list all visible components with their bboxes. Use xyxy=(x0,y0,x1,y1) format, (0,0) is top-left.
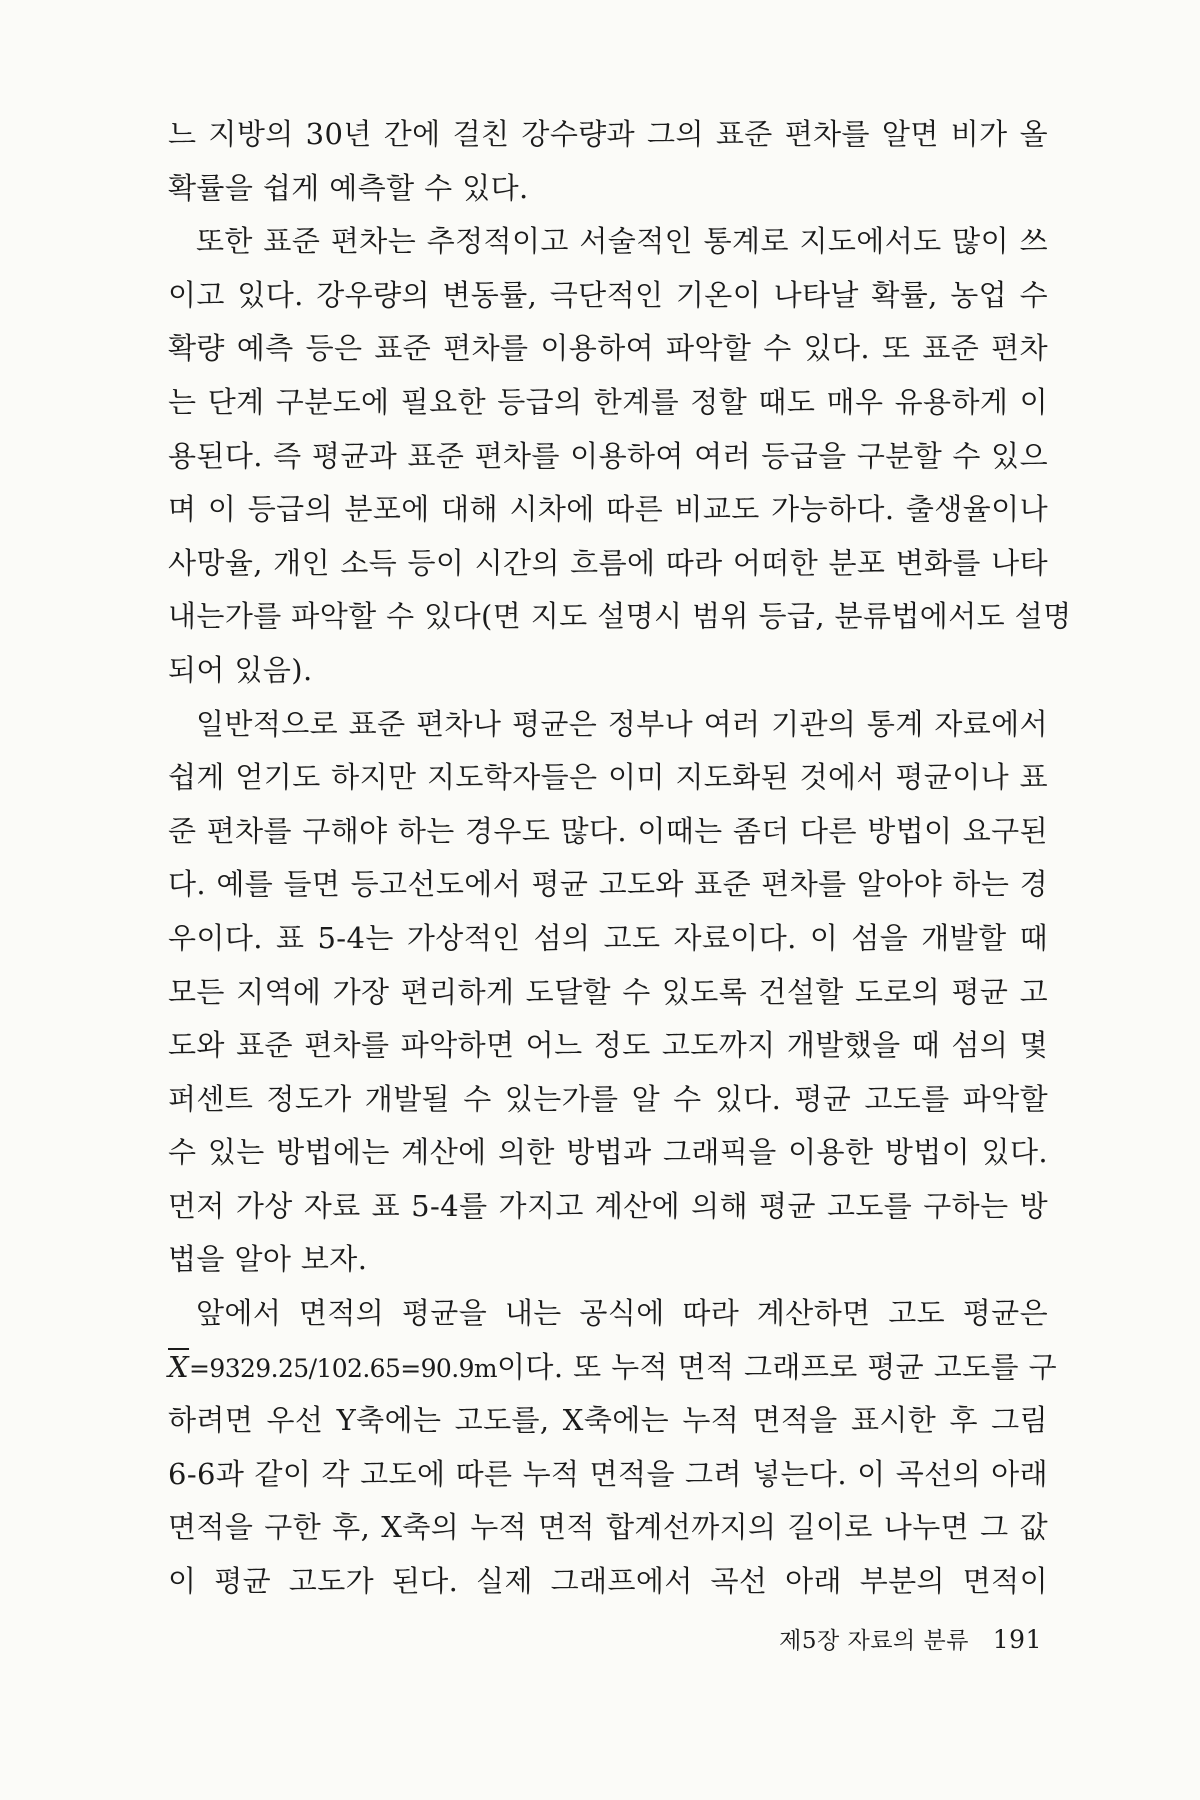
page-number: 191 xyxy=(992,1625,1042,1654)
text-line: 또한 표준 편차는 추정적이고 서술적인 통계로 지도에서도 많이 쓰 xyxy=(196,224,1048,259)
text-line: 는 단계 구분도에 필요한 등급의 한계를 정할 때도 매우 유용하게 이 xyxy=(168,384,1048,419)
text-line: 일반적으로 표준 편차나 평균은 정부나 여러 기관의 통계 자료에서 xyxy=(196,706,1048,741)
page-footer xyxy=(779,1622,1042,1655)
text-line: 사망율, 개인 소득 등이 시간의 흐름에 따라 어떠한 분포 변화를 나타 xyxy=(168,545,1048,580)
body-text xyxy=(168,108,1072,1609)
text-line: 우이다. 표 5-4는 가상적인 섬의 고도 자료이다. 이 섬을 개발할 때 xyxy=(168,920,1048,955)
chapter-title: 제5장 자료의 분류 xyxy=(779,1628,969,1654)
formula-line xyxy=(168,1341,1057,1395)
text-line: 수 있는 방법에는 계산에 의한 방법과 그래픽을 이용한 방법이 있다. xyxy=(168,1135,1048,1170)
text-line: 용된다. 즉 평균과 표준 편차를 이용하여 여러 등급을 구분할 수 있으 xyxy=(168,438,1048,473)
text-line: 면적을 구한 후, X축의 누적 면적 합계선까지의 길이로 나누면 그 값 xyxy=(168,1510,1048,1545)
text-line: 내는가를 파악할 수 있다(면 지도 설명시 범위 등급, 분류법에서도 설명 xyxy=(168,599,1072,634)
text-line: 이고 있다. 강우량의 변동률, 극단적인 기온이 나타날 확률, 농업 수 xyxy=(168,277,1048,312)
text-line: 퍼센트 정도가 개발될 수 있는가를 알 수 있다. 평균 고도를 파악할 xyxy=(168,1081,1048,1116)
text-line: 느 지방의 30년 간에 걸친 강수량과 그의 표준 편차를 알면 비가 올 xyxy=(168,117,1048,151)
text-line: 이 평균 고도가 된다. 실제 그래프에서 곡선 아래 부분의 면적이 xyxy=(168,1564,1048,1599)
text-line: 확률을 쉽게 예측할 수 있다. xyxy=(168,170,529,205)
formula-trailing-text: 이다. 또 누적 면적 그래프로 평균 고도를 구 xyxy=(497,1349,1057,1384)
text-line: 다. 예를 들면 등고선도에서 평균 고도와 표준 편차를 알아야 하는 경 xyxy=(168,867,1048,902)
text-line: 먼저 가상 자료 표 5-4를 가지고 계산에 의해 평균 고도를 구하는 방 xyxy=(168,1188,1048,1223)
text-line: 도와 표준 편차를 파악하면 어느 정도 고도까지 개발했을 때 섬의 몇 xyxy=(168,1028,1048,1063)
text-line: 쉽게 얻기도 하지만 지도학자들은 이미 지도화된 것에서 평균이나 표 xyxy=(168,760,1048,795)
text-line: 준 편차를 구해야 하는 경우도 많다. 이때는 좀더 다른 방법이 요구된 xyxy=(168,813,1048,848)
text-line: 모든 지역에 가장 편리하게 도달할 수 있도록 건설할 도로의 평균 고 xyxy=(168,974,1048,1009)
mean-symbol: $\overline{X}$ xyxy=(168,1349,190,1384)
text-line: 확량 예측 등은 표준 편차를 이용하여 파악할 수 있다. 또 표준 편차 xyxy=(168,331,1048,366)
text-line: 앞에서 면적의 평균을 내는 공식에 따라 계산하면 고도 평균은 xyxy=(196,1296,1048,1331)
text-line: 법을 알아 보자. xyxy=(168,1242,368,1277)
text-line: 되어 있음). xyxy=(168,652,313,687)
text-line: 6-6과 같이 각 고도에 따른 누적 면적을 그려 넣는다. 이 곡선의 아래 xyxy=(168,1456,1048,1491)
formula-expression: =9329.25/102.65=90.9m xyxy=(189,1353,497,1383)
text-line: 며 이 등급의 분포에 대해 시차에 따른 비교도 가능하다. 출생율이나 xyxy=(168,492,1048,527)
text-line: 하려면 우선 Y축에는 고도를, X축에는 누적 면적을 표시한 후 그림 xyxy=(168,1403,1048,1438)
